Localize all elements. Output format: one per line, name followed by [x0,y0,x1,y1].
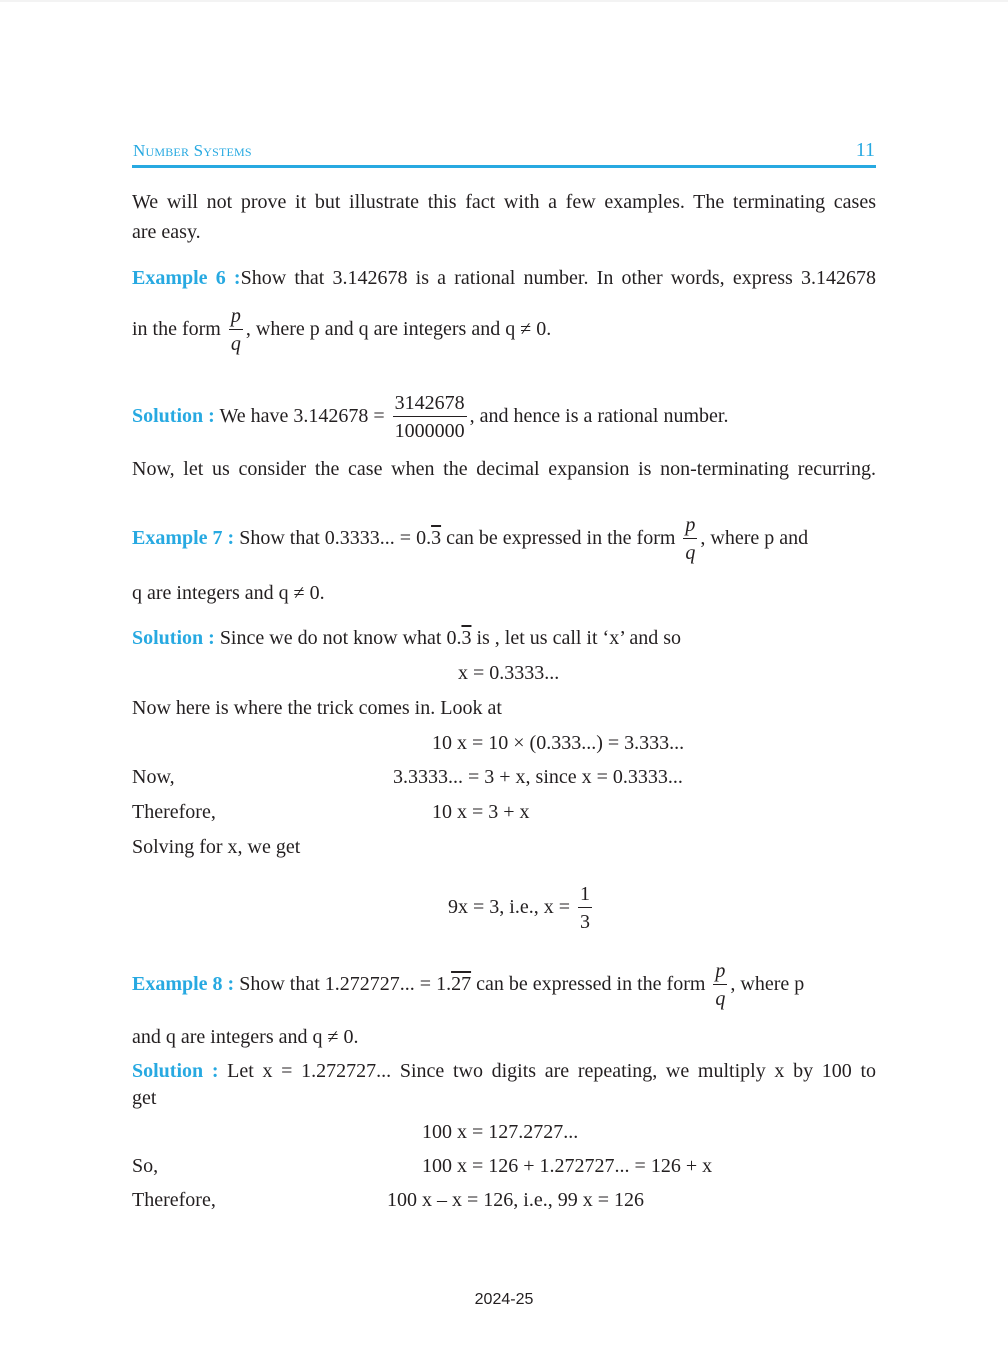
solution-8-text-2: get [132,1087,157,1109]
now-label: Now, [132,766,175,788]
equation-100x: 100 x = 127.2727... [422,1121,579,1143]
fraction-denominator: 3 [580,911,590,934]
recurring-bar: 3 [461,627,472,649]
fraction-numerator: 3142678 [393,393,467,417]
example-8-solution [132,1059,876,1083]
recurring-decimal: 0.3 [446,627,472,649]
equation-9x [448,878,595,936]
transition-paragraph: Now, let us consider the case when the decimal expansion is non-terminating recurring. [132,458,876,480]
example-7-solution [132,626,876,650]
example-6-solution [132,386,876,446]
fraction-denominator: q [685,542,696,565]
solution-6-post: , and hence is a rational number. [469,405,729,427]
example-7-mid: can be expressed in the form [446,527,676,549]
solution-label: Solution : [132,627,215,649]
fraction-denominator: q [230,333,241,356]
example-8-label: Example 8 : [132,973,235,995]
recurring-decimal: 0.3 [416,527,442,549]
solution-8-text: Let x = 1.272727... Since two digits are repeating, we multiply x by 100 to [227,1060,876,1082]
footer-year: 2024-25 [474,1291,534,1308]
recurring-decimal: 1.27 [436,973,472,995]
fraction-numerator: p [683,515,697,539]
equation-10x-3-plus-x: 10 x = 3 + x [432,801,530,823]
header-rule [132,165,876,168]
solution-label: Solution : [132,405,215,427]
therefore-label-2: Therefore, [132,1189,216,1211]
example-7-pre: Show that 0.3333... = [239,527,412,549]
fraction-numerator: p [229,306,243,330]
intro-line-2: are easy. [132,221,201,243]
solution-6-pre: We have 3.142678 = [219,405,385,427]
fraction-numerator: p [713,961,727,985]
example-6-text: Show that 3.142678 is a rational number. In other words, express 3.142678 [240,267,877,289]
fraction-numerator: 1 [578,884,592,908]
trick-line: Now here is where the trick comes in. Look at [132,697,502,719]
example-8-pre: Show that 1.272727... = [239,973,432,995]
example-6-condition: , where p and q are integers and q ≠ 0. [245,318,552,340]
solution-label: Solution : [132,1060,219,1082]
fraction-denominator: 1000000 [394,420,465,443]
equation-99x: 100 x – x = 126, i.e., 99 x = 126 [387,1189,644,1211]
page-top-edge [0,0,1008,2]
running-header-title: Number Systems [133,141,252,160]
recurring-bar: 27 [451,973,472,995]
example-8-post: , where p [730,973,805,995]
recurring-bar: 3 [431,527,442,549]
example-6-label: Example 6 : [132,267,241,289]
equation-9x-text: 9x = 3, i.e., x = [448,896,570,918]
one-third-fraction [578,884,592,932]
solution-7-pre: Since we do not know what [219,627,442,649]
p-over-q-fraction [229,306,243,354]
example-8-line-2: and q are integers and q ≠ 0. [132,1026,359,1048]
solving-line: Solving for x, we get [132,836,301,858]
example-8-mid: can be expressed in the form [476,973,706,995]
therefore-label: Therefore, [132,801,216,823]
fraction-denominator: q [715,988,726,1011]
solution-6-fraction [393,393,467,441]
equation-100x-126: 100 x = 126 + 1.272727... = 126 + x [422,1155,713,1177]
intro-line-1: We will not prove it but illustrate this fact with a few examples. The terminating cases [132,191,876,213]
equation-x-equals: x = 0.3333... [458,662,560,684]
example-8-statement [132,958,876,1010]
solution-7-post: is , let us call it ‘x’ and so [476,627,682,649]
example-7-statement [132,512,876,564]
p-over-q-fraction [683,515,697,563]
p-over-q-fraction [713,961,727,1009]
example-7-label: Example 7 : [132,527,235,549]
example-7-line-2: q are integers and q ≠ 0. [132,582,325,604]
equation-3-3333: 3.3333... = 3 + x, since x = 0.3333... [393,766,683,788]
example-6-line-2 [132,306,876,354]
equation-10x: 10 x = 10 × (0.333...) = 3.333... [432,732,685,754]
example-6-statement [132,266,876,290]
example-7-post: , where p and [700,527,809,549]
example-6-form-text: in the form [132,318,221,340]
page-number: 11 [855,139,875,161]
so-label: So, [132,1155,159,1177]
